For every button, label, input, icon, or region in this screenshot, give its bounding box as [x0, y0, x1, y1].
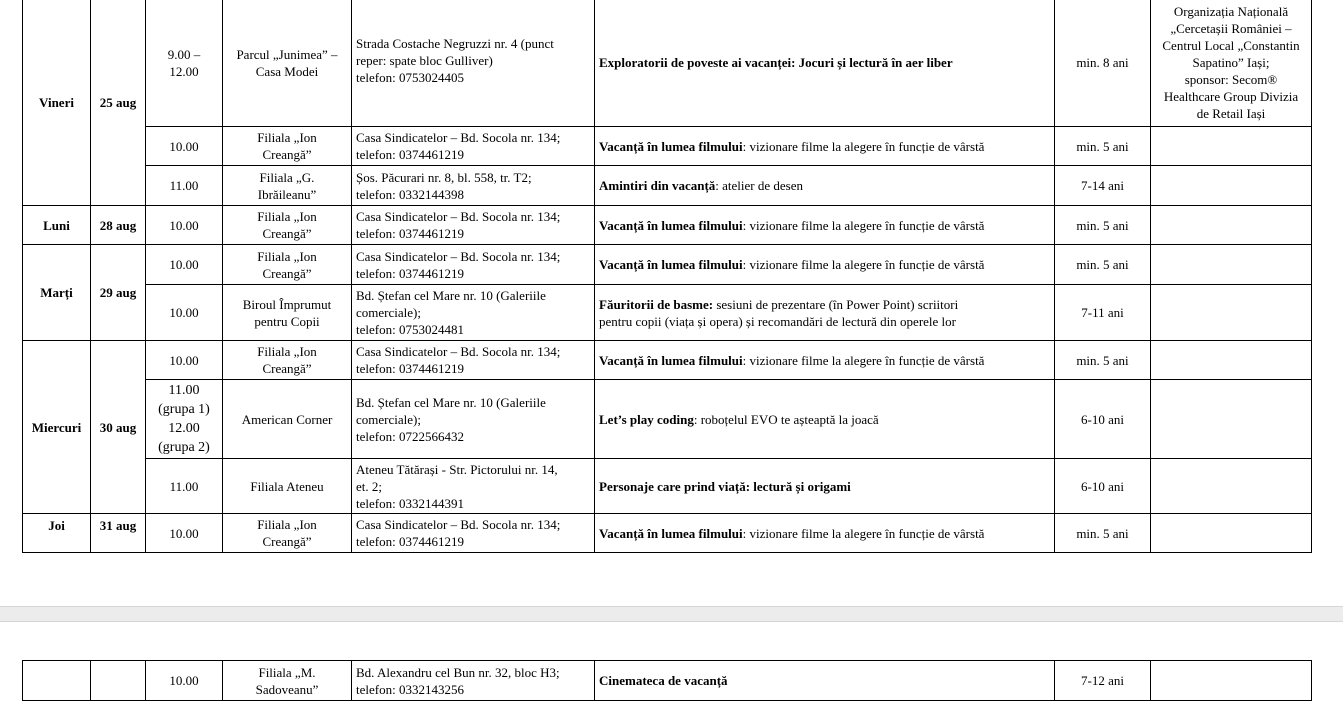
address-cell: Ateneu Tătărași - Str. Pictorului nr. 14, et. 2; telefon: 0332144391	[352, 459, 595, 514]
address-cell: Bd. Ștefan cel Mare nr. 10 (Galeriile comerciale); telefon: 0722566432	[352, 380, 595, 459]
time-cell: 10.00	[146, 514, 223, 553]
age-cell: 6-10 ani	[1055, 459, 1151, 514]
table-row	[23, 514, 1312, 553]
partner-cell	[1151, 514, 1312, 553]
date-cell	[91, 661, 146, 701]
activity-title: Cinemateca de vacanță	[599, 673, 728, 688]
schedule-table	[22, 0, 1312, 553]
activity-cell	[595, 0, 1055, 127]
table-row	[23, 166, 1312, 206]
activity-cell	[595, 166, 1055, 206]
activity-title: Vacanță în lumea filmului	[599, 257, 743, 272]
location-cell: Biroul Împrumut pentru Copii	[223, 285, 352, 341]
time-cell: 11.00 (grupa 1) 12.00 (grupa 2)	[146, 380, 223, 459]
activity-cell	[595, 380, 1055, 459]
activity-cell	[595, 459, 1055, 514]
address-cell: Casa Sindicatelor – Bd. Socola nr. 134; telefon: 0374461219	[352, 341, 595, 380]
time-cell: 10.00	[146, 245, 223, 285]
activity-description: sesiuni de prezentare (în Power Point) scriitori pentru copii (viața și opera) și recomandări de lectură din operele lor	[599, 296, 959, 329]
age-cell: min. 5 ani	[1055, 127, 1151, 166]
activity-description: : vizionare filme la alegere în funcție de vârstă	[742, 138, 985, 154]
table-row	[23, 127, 1312, 166]
activity-cell	[595, 245, 1055, 285]
day-cell: Joi	[23, 514, 91, 553]
time-cell: 10.00	[146, 206, 223, 245]
activity-title: Vacanță în lumea filmului	[599, 138, 743, 154]
date-cell: 30 aug	[91, 341, 146, 514]
location-cell: Filiala „Ion Creangă”	[223, 127, 352, 166]
age-cell: min. 5 ani	[1055, 514, 1151, 553]
table-row	[23, 206, 1312, 245]
time-cell: 10.00	[146, 285, 223, 341]
date-cell: 28 aug	[91, 206, 146, 245]
date-cell: 29 aug	[91, 245, 146, 341]
age-cell: min. 5 ani	[1055, 245, 1151, 285]
day-cell	[23, 661, 91, 701]
time-cell: 11.00	[146, 166, 223, 206]
address-cell: Bd. Alexandru cel Bun nr. 32, bloc H3; telefon: 0332143256	[352, 661, 595, 701]
day-cell: Marți	[23, 245, 91, 341]
age-cell: 6-10 ani	[1055, 380, 1151, 459]
document-page-2	[0, 622, 1343, 700]
address-cell: Casa Sindicatelor – Bd. Socola nr. 134; telefon: 0374461219	[352, 206, 595, 245]
location-cell: Filiala „Ion Creangă”	[223, 206, 352, 245]
location-cell: Filiala „G. Ibrăileanu”	[223, 166, 352, 206]
location-cell: Filiala „Ion Creangă”	[223, 341, 352, 380]
age-cell: 7-12 ani	[1055, 661, 1151, 701]
table-row	[23, 661, 1312, 701]
address-cell: Casa Sindicatelor – Bd. Socola nr. 134; telefon: 0374461219	[352, 245, 595, 285]
date-cell: 31 aug	[91, 514, 146, 553]
table-row	[23, 341, 1312, 380]
partner-cell	[1151, 245, 1312, 285]
activity-cell	[595, 206, 1055, 245]
address-cell: Șos. Păcurari nr. 8, bl. 558, tr. T2; telefon: 0332144398	[352, 166, 595, 206]
day-cell: Vineri	[23, 0, 91, 206]
time-cell: 10.00	[146, 341, 223, 380]
day-cell: Miercuri	[23, 341, 91, 514]
activity-cell	[595, 341, 1055, 380]
age-cell: 7-14 ani	[1055, 166, 1151, 206]
activity-cell	[595, 514, 1055, 553]
partner-cell	[1151, 127, 1312, 166]
activity-description: : vizionare filme la alegere în funcție de vârstă	[742, 525, 985, 541]
partner-cell	[1151, 341, 1312, 380]
activity-title: Vacanță în lumea filmului	[599, 525, 743, 541]
location-cell: Filiala „Ion Creangă”	[223, 514, 352, 553]
activity-title: Făuritorii de basme:	[599, 296, 714, 312]
table-row	[23, 285, 1312, 341]
partner-cell	[1151, 459, 1312, 514]
address-cell: Strada Costache Negruzzi nr. 4 (punct reper: spate bloc Gulliver) telefon: 0753024405	[352, 0, 595, 127]
location-cell: Parcul „Junimea” – Casa Modei	[223, 0, 352, 127]
table-row	[23, 459, 1312, 514]
address-cell: Casa Sindicatelor – Bd. Socola nr. 134; telefon: 0374461219	[352, 127, 595, 166]
activity-description: : roboțelul EVO te așteaptă la joacă	[693, 411, 879, 427]
activity-description: : atelier de desen	[715, 178, 804, 193]
partner-cell	[1151, 380, 1312, 459]
location-cell: Filiala Ateneu	[223, 459, 352, 514]
location-cell: Filiala „Ion Creangă”	[223, 245, 352, 285]
partner-cell: Organizația Națională „Cercetașii României – Centrul Local „Constantin Sapatino” Iași; sponsor: Secom® Healthcare Group Divizia de Retail Iași	[1151, 0, 1312, 127]
location-cell: Filiala „M. Sadoveanu”	[223, 661, 352, 701]
activity-title: Amintiri din vacanță	[599, 178, 716, 193]
partner-cell	[1151, 285, 1312, 341]
activity-title: Let’s play coding	[599, 411, 694, 427]
age-cell: min. 5 ani	[1055, 341, 1151, 380]
activity-cell	[595, 127, 1055, 166]
address-cell: Bd. Ștefan cel Mare nr. 10 (Galeriile comerciale); telefon: 0753024481	[352, 285, 595, 341]
table-row	[23, 245, 1312, 285]
activity-description: : vizionare filme la alegere în funcție de vârstă	[742, 217, 985, 233]
table-row	[23, 380, 1312, 459]
activity-title: Vacanță în lumea filmului	[599, 217, 743, 233]
time-cell: 11.00	[146, 459, 223, 514]
age-cell: min. 8 ani	[1055, 0, 1151, 127]
partner-cell	[1151, 206, 1312, 245]
activity-cell	[595, 285, 1055, 341]
age-cell: 7-11 ani	[1055, 285, 1151, 341]
time-cell: 10.00	[146, 661, 223, 701]
time-cell: 9.00 – 12.00	[146, 0, 223, 127]
activity-title: Vacanță în lumea filmului	[599, 352, 743, 368]
page-break	[0, 606, 1343, 622]
date-cell: 25 aug	[91, 0, 146, 206]
activity-description: : vizionare filme la alegere în funcție de vârstă	[742, 257, 985, 272]
day-cell: Luni	[23, 206, 91, 245]
schedule-table-continued	[22, 660, 1312, 701]
activity-title: Exploratorii de poveste ai vacanței: Jocuri și lectură în aer liber	[599, 55, 953, 70]
time-cell: 10.00	[146, 127, 223, 166]
address-cell: Casa Sindicatelor – Bd. Socola nr. 134; telefon: 0374461219	[352, 514, 595, 553]
partner-cell	[1151, 166, 1312, 206]
table-row	[23, 0, 1312, 127]
activity-cell	[595, 661, 1055, 701]
activity-title: Personaje care prind viață: lectură și origami	[599, 478, 851, 494]
location-cell: American Corner	[223, 380, 352, 459]
age-cell: min. 5 ani	[1055, 206, 1151, 245]
partner-cell	[1151, 661, 1312, 701]
activity-description: : vizionare filme la alegere în funcție de vârstă	[742, 352, 985, 368]
